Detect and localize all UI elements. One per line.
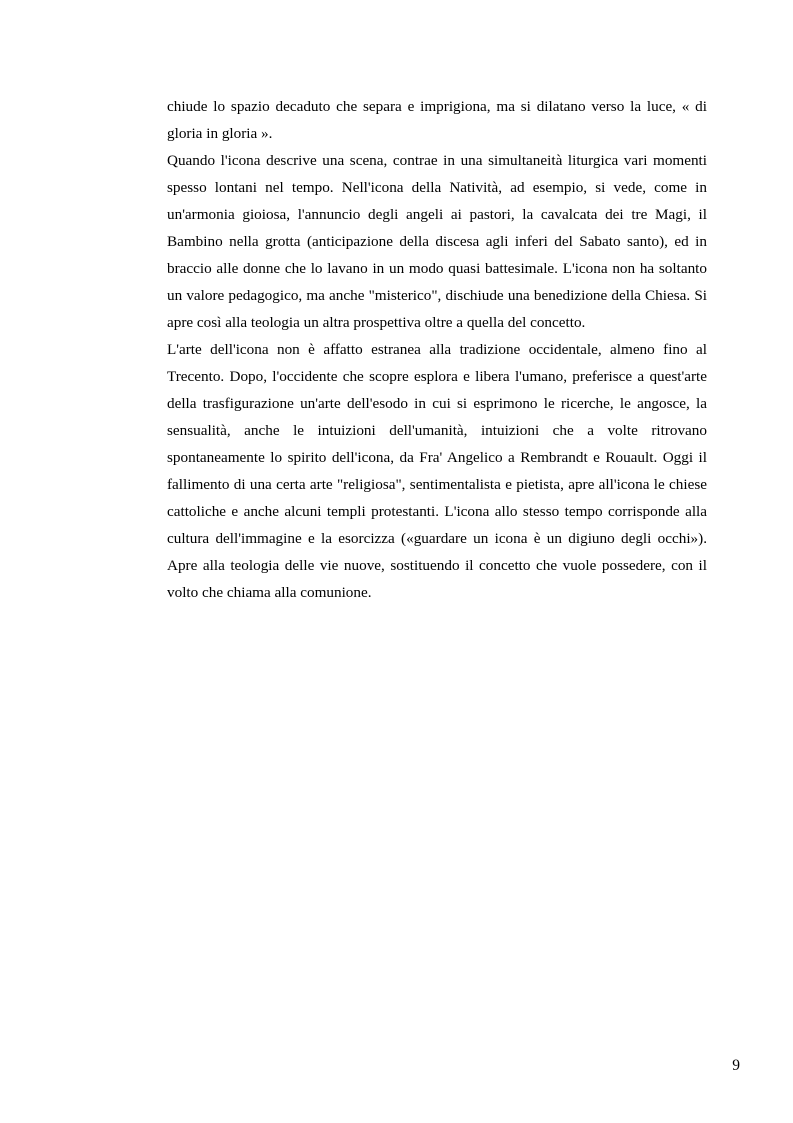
paragraph-icon-scene: Quando l'icona descrive una scena, contrae in una simultaneità liturgica vari momenti spesso lontani nel tempo. Nell'icona della Natività, ad esempio, si vede, come in un'armonia gioiosa, l'annuncio degli angeli ai pastori, la cavalcata dei tre Magi, il Bambino nella grotta (anticipazione della discesa agli inferi del Sabato santo), ed in braccio alle donne che lo lavano in un modo quasi battesimale. L'icona non ha soltanto un valore pedagogico, ma anche "misterico", dischiude una benedizione della Chiesa. Si apre così alla teologia un altra prospettiva oltre a quella del concetto. bbox=[167, 152, 707, 331]
page-number: 9 bbox=[732, 1057, 740, 1074]
paragraph-continuation: chiude lo spazio decaduto che separa e imprigiona, ma si dilatano verso la luce, « di gloria in gloria ». bbox=[167, 98, 707, 142]
paragraph-icon-tradition: L'arte dell'icona non è affatto estranea alla tradizione occidentale, almeno fino al Trecento. Dopo, l'occidente che scopre esplora e libera l'umano, preferisce a quest'arte della trasfigurazione un'arte dell'esodo in cui si esprimono le ricerche, le angosce, la sensualità, anche le intuizioni dell'umanità, intuizioni che a volte ritrovano spontaneamente lo spirito dell'icona, da Fra' Angelico a Rembrandt e Rouault. Oggi il fallimento di una certa arte "religiosa", sentimentalista e pietista, apre all'icona le chiese cattoliche e anche alcuni templi protestanti. L'icona allo stesso tempo corrisponde alla cultura dell'immagine e la esorcizza («guardare un icona è un digiuno degli occhi»). Apre alla teologia delle vie nuove, sostituendo il concetto che vuole possedere, con il volto che chiama alla comunione. bbox=[167, 341, 707, 601]
page-body bbox=[167, 93, 707, 606]
